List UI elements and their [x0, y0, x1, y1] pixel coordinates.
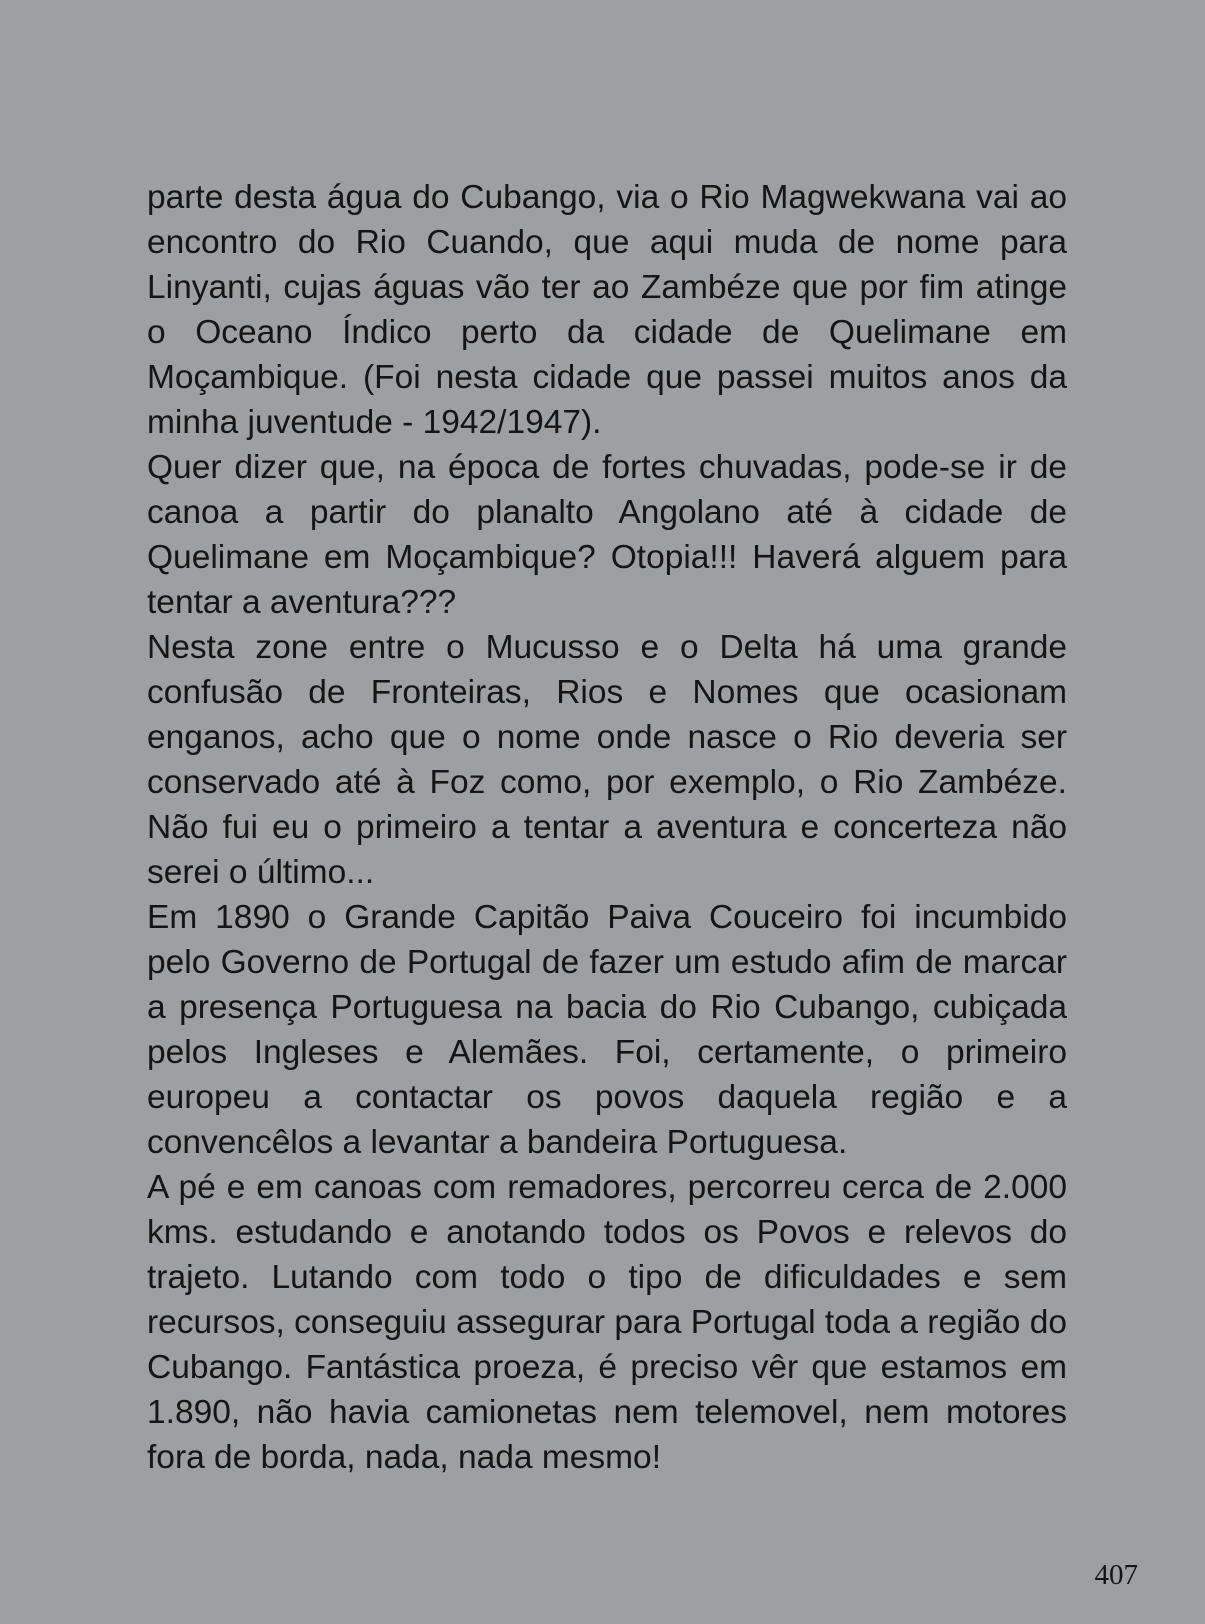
body-text: [147, 175, 1067, 1480]
paragraph-5: A pé e em canoas com remadores, percorreu cerca de 2.000 kms. estudando e anotando todos os Povos e relevos do trajeto. Lutando com todo o tipo de dificuldades e sem recursos, conseguiu assegurar para Portugal toda a região do Cubango. Fantástica proeza, é preciso vêr que estamos em 1.890, não havia camionetas nem telemovel, nem motores fora de borda, nada, nada mesmo!: [147, 1169, 1067, 1476]
page-number: 407: [1094, 1559, 1138, 1591]
paragraph-1: parte desta água do Cubango, via o Rio Magwekwana vai ao encontro do Rio Cuando, que aqui muda de nome para Linyanti, cujas águas vão ter ao Zambéze que por fim atinge o Oceano Índico perto da cidade de Quelimane em Moçambique. (Foi nesta cidade que passei muitos anos da minha juventude - 1942/1947).: [147, 179, 1067, 441]
paragraph-3: Nesta zone entre o Mucusso e o Delta há uma grande confusão de Fronteiras, Rios e Nomes que ocasionam enganos, acho que o nome onde nasce o Rio deveria ser conservado até à Foz como, por exemplo, o Rio Zambéze. Não fui eu o primeiro a tentar a aventura e concerteza não serei o último...: [147, 629, 1067, 891]
paragraph-2: Quer dizer que, na época de fortes chuvadas, pode-se ir de canoa a partir do planalto Angolano até à cidade de Quelimane em Moçambique? Otopia!!! Haverá alguem para tentar a aventura???: [147, 449, 1067, 621]
paragraph-4: Em 1890 o Grande Capitão Paiva Couceiro foi incumbido pelo Governo de Portugal de fazer um estudo afim de marcar a presença Portuguesa na bacia do Rio Cubango, cubiçada pelos Ingleses e Alemães. Foi, certamente, o primeiro europeu a contactar os povos daquela região e a convencêlos a levantar a bandeira Portuguesa.: [147, 899, 1067, 1161]
